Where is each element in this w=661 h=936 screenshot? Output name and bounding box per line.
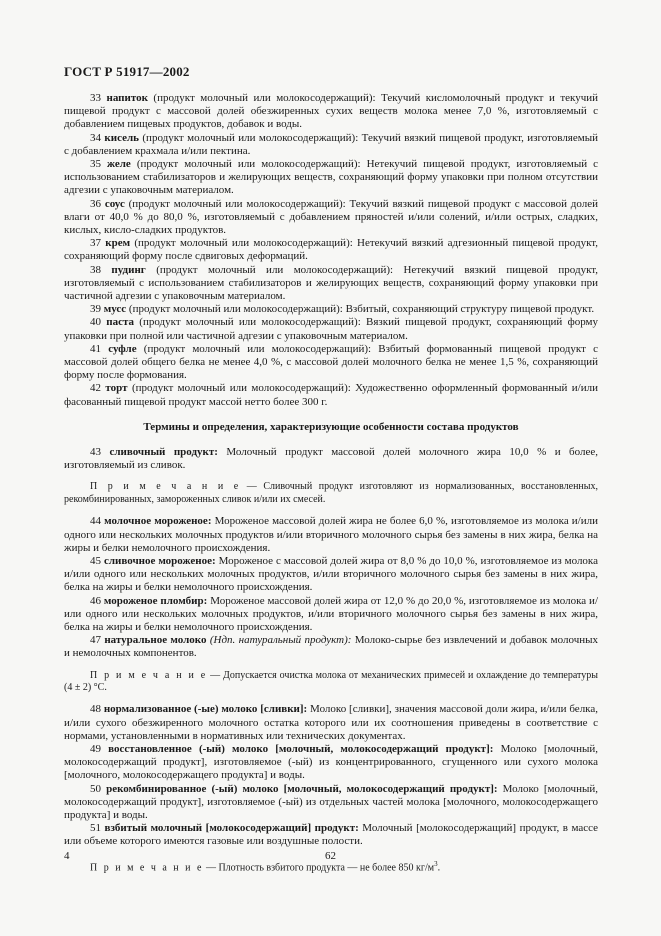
note-milk-cleaning: П р и м е ч а н и е — Допускается очистка молока от механических примесей и охлаждение до температуры (4 ± 2) °С. [64, 669, 598, 693]
term-paragraph-47: 47 натуральное молоко (Ндп. натуральный продукт): Молоко-сырье без извлечений и добавок молочных и немолочных компонентов. [64, 634, 599, 660]
page-number-left: 4 [64, 850, 70, 862]
term-paragraph-45: 45 сливочное мороженое: Мороженое с массовой долей жира от 8,0 % до 10,0 %, изготовляемое из молока и/или одного или нескольких молочных продуктов, и/или вторичного молочного сырья без замены в них жира, белка на жиры и белки немолочного происхождения. [64, 554, 598, 594]
note-whipped-density: П р и м е ч а н и е — Плотность взбитого продукта — не более 850 $кг/м^3$. [90, 859, 441, 873]
term-paragraph-50: 50 рекомбинированное (-ый) молоко [молочный, молокосодержащий продукт]: Молоко [молочный, молокосодержащий продукт], изготовляемое (-ый) из отдельных частей молока [молочного, молокосодержащего продукта] и воды. [64, 782, 598, 821]
term-paragraph-39: 39 мусс (продукт молочный или молокосодержащий): Взбитый, сохраняющий структуру пищевой продукт. [90, 303, 595, 316]
term-list-b [64, 515, 598, 634]
term-paragraph-48: 48 нормализованное (-ые) молоко [сливки]: Молоко [сливки], значения массовой доли жира, и/или белка, и/или сухого обезжиренного молочного остатка которого или их соотношения приведены в соответствие с нормами, установленными в нормативных или технических документах. [64, 703, 598, 742]
note-cream-product: П р и м е ч а н и е — Сливочный продукт изготовляют из нормализованных, восстановленных, рекомбинированных, замороженных сливок и/или их смесей. [64, 481, 598, 505]
term-paragraph-44: 44 молочное мороженое: Мороженое массовой долей жира не более 6,0 %, изготовляемое из молока и/или одного или нескольких молочных продуктов и/или вторичного молочного сырья без замены в них жира, белка на жиры и белки немолочного происхождения. [64, 515, 598, 554]
term-paragraph-36: 36 соус (продукт молочный или молокосодержащий): Текучий вязкий пищевой продукт с массовой долей влаги от 40,0 % до 80,0 %, изготовляемый с добавлением пряностей и/или солений, и/или острых, сладких, кислых, кисло-сладких продуктов. [64, 197, 599, 237]
page-number-center: 62 [325, 850, 336, 862]
term-list-c [64, 703, 598, 848]
term-paragraph-40: 40 паста (продукт молочный или молокосодержащий): Вязкий пищевой продукт, сохраняющий форму упаковки при полной или частичной адгезии с упаковочным материалом. [64, 316, 598, 342]
term-paragraph-49: 49 восстановленное (-ый) молоко [молочный, молокосодержащий продукт]: Молоко [молочный, молокосодержащий продукт], изготовляемое (-ый) из концентрированного, сгущенного или сухого молока [молочного, молокосодержащего продукта] и воды. [64, 742, 598, 782]
term-paragraph-37: 37 крем (продукт молочный или молокосодержащий): Нетекучий вязкий адгезионный пищевой продукт, сохраняющий форму после сдвиговых деформаций. [64, 237, 599, 263]
term-paragraph-35: 35 желе (продукт молочный или молокосодержащий): Нетекучий пищевой продукт, изготовляемый с использованием стабилизаторов и желирующих веществ, сохраняющий форму упаковки при полном отсутствии адгезии с упаковочным материалом. [64, 158, 599, 197]
document-header: ГОСТ Р 51917—2002 [64, 64, 190, 79]
term-paragraph-51: 51 взбитый молочный [молокосодержащий] продукт: Молочный [молокосодержащий] продукт, в массе или объеме которого имеются газовые или воздушные полости. [64, 822, 598, 848]
term-paragraph-43: 43 сливочный продукт: Молочный продукт массовой долей молочного жира 10,0 % и более, изготовляемый из сливок. [64, 446, 598, 472]
term-paragraph-46: 46 мороженое пломбир: Мороженое массовой долей жира от 12,0 % до 20,0 %, изготовляемое из молока и/или одного или нескольких молочных продуктов, и/или вторичного молочного сырья без замены в них жира, белка на жиры и белки немолочного происхождения. [64, 594, 598, 633]
term-paragraph-38: 38 пудинг (продукт молочный или молокосодержащий): Нетекучий вязкий пищевой продукт, изготовляемый с использованием стабилизаторов и желирующих веществ, сохраняющий форму упаковки при частичной адгезии с упаковочным материалом. [64, 263, 598, 303]
term-list-a [64, 92, 598, 409]
document-body [64, 92, 598, 883]
term-paragraph-34: 34 кисель (продукт молочный или молокосодержащий): Текучий вязкий пищевой продукт, изготовляемый с добавлением крахмала и/или пектина. [64, 131, 598, 157]
term-paragraph-41: 41 суфле (продукт молочный или молокосодержащий): Взбитый формованный пищевой продукт с массовой долей общего белка не менее 4,0 %, с массовой долей молочного белка не менее 1,5 %, сохраняющий форму после формования. [64, 342, 599, 382]
term-paragraph-42: 42 торт (продукт молочный или молокосодержащий): Художественно оформленный формованный и/или фасованный пищевой продукт массой нетто более 300 г. [64, 382, 599, 408]
term-paragraph-33: 33 напиток (продукт молочный или молокосодержащий): Текучий кисломолочный продукт и текучий пищевой продукт с массовой долей обезжиренных сухих веществ молока менее 7,0 %, изготовляемый с добавлением пищевых продуктов, добавок и воды. [64, 92, 598, 131]
section-title: Термины и определения, характеризующие особенности состава продуктов [143, 420, 519, 433]
